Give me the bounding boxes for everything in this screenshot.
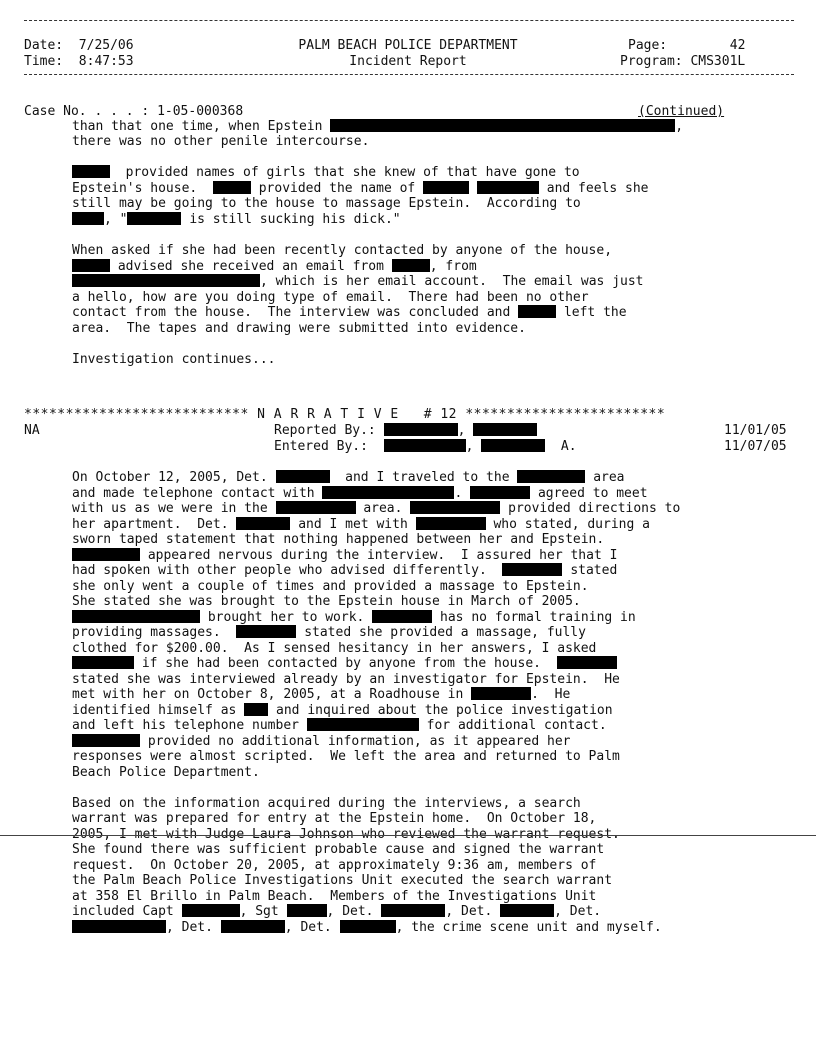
text-span: , Det.	[284, 920, 332, 935]
redaction-block	[72, 548, 140, 561]
redaction-block	[416, 517, 486, 530]
redaction-block	[384, 439, 466, 452]
redaction-block	[481, 439, 545, 452]
text-line	[72, 470, 625, 486]
text-span: , from	[429, 259, 477, 274]
date-value: 7/25/06	[78, 38, 134, 53]
reported-by-label: Reported By.:	[274, 423, 376, 438]
report-type: Incident Report	[349, 54, 467, 69]
stars-right: ************************	[465, 407, 666, 422]
text-line: When asked if she had been recently contacted by anyone of the house,	[72, 243, 613, 258]
text-line: She stated she was brought to the Epstein house in March of 2005.	[72, 594, 581, 609]
text-span: , Det.	[326, 904, 374, 919]
text-line: at 358 El Brillo in Palm Beach. Members of the Investigations Unit	[72, 889, 597, 904]
program-line	[620, 54, 745, 70]
text-span: , Det.	[554, 904, 602, 919]
text-line	[72, 165, 580, 181]
text-line: Based on the information acquired during the interviews, a search	[72, 796, 581, 811]
redaction-block	[236, 517, 290, 530]
text-line	[72, 259, 477, 275]
text-span: , Det.	[166, 920, 213, 935]
redaction-block	[182, 904, 240, 917]
text-span: provided directions to	[508, 501, 681, 516]
text-line: she only went a couple of times and provided a massage to Epstein.	[72, 579, 589, 594]
text-line	[72, 718, 607, 734]
text-span: is still sucking his dick."	[189, 212, 401, 227]
redaction-block	[330, 119, 675, 132]
redaction-block	[287, 904, 327, 917]
text-line	[72, 212, 401, 228]
redaction-block	[381, 904, 445, 917]
date-line	[24, 38, 134, 54]
text-span: provided names of girls that she knew of that have gone to	[125, 165, 580, 180]
redaction-block	[307, 718, 419, 731]
redaction-block	[502, 563, 562, 576]
text-span: who stated, during a	[493, 517, 650, 532]
text-span: stated she provided a massage, fully	[304, 625, 586, 640]
text-line	[72, 904, 601, 920]
text-line: and made telephone contact with . agreed to meet	[72, 486, 648, 501]
redaction-block	[518, 305, 556, 318]
entered-by-label: Entered By.:	[274, 439, 368, 454]
redaction-block	[276, 470, 330, 483]
redaction-block	[477, 181, 539, 194]
text-line	[72, 517, 650, 533]
redaction-block	[72, 212, 104, 225]
redaction-block	[423, 181, 469, 194]
text-span: met with her on October 8, 2005, at a Roadhouse in	[72, 687, 464, 702]
header-bottom-rule	[24, 74, 794, 75]
narrative-code: NA	[24, 423, 40, 438]
narrative-banner	[24, 407, 665, 423]
redaction-block	[72, 610, 200, 623]
time-line	[24, 54, 134, 70]
text-span: her apartment. Det.	[72, 517, 229, 532]
text-line	[72, 610, 636, 626]
text-span: for additional contact.	[426, 718, 607, 733]
page-label: Page:	[628, 38, 668, 53]
text-span: and inquired about the police investigation	[276, 703, 613, 718]
text-span: , Det.	[445, 904, 493, 919]
text-line: sworn taped statement that nothing happened between her and Epstein.	[72, 532, 605, 547]
header-top-rule	[24, 20, 794, 21]
strike-line	[0, 835, 816, 836]
redaction-block	[470, 486, 530, 499]
text-line: area. The tapes and drawing were submitted into evidence.	[72, 321, 526, 336]
program-value: CMS301L	[690, 54, 746, 69]
text-span: provided the name of	[258, 181, 416, 196]
text-span: has no formal training in	[440, 610, 636, 625]
text-line: a hello, how are you doing type of email. There had been no other	[72, 290, 589, 305]
redaction-block	[72, 259, 110, 272]
date-label: Date:	[24, 38, 64, 53]
text-span: left the	[563, 305, 627, 320]
case-number: 1-05-000368	[157, 104, 244, 119]
text-span: area.	[363, 501, 403, 516]
redaction-block	[322, 486, 454, 499]
page-number: 42	[729, 38, 746, 53]
redaction-block	[500, 904, 554, 917]
text-span: and I met with	[298, 517, 408, 532]
entered-by-line: Entered By.: , A.	[274, 439, 577, 454]
redaction-block	[72, 274, 260, 287]
text-line: Investigation continues...	[72, 352, 276, 367]
text-line	[72, 274, 644, 290]
redaction-block	[471, 687, 531, 700]
text-line: the Palm Beach Police Investigations Unit executed the search warrant	[72, 873, 613, 888]
text-span: . He	[531, 687, 571, 702]
text-line	[72, 305, 627, 321]
text-line: request. On October 20, 2005, at approximately 9:36 am, members of	[72, 858, 597, 873]
text-line: there was no other penile intercourse.	[72, 134, 370, 149]
text-line	[72, 625, 586, 641]
text-line: still may be going to the house to massage Epstein. According to	[72, 196, 581, 211]
text-line	[72, 119, 683, 135]
redaction-block	[213, 181, 251, 194]
text-line: clothed for $200.00. As I sensed hesitancy in her answers, I asked	[72, 641, 597, 656]
text-line	[72, 703, 613, 719]
text-span: , which is her email account. The email was just	[260, 274, 644, 289]
text-line	[72, 548, 617, 564]
text-span: with us as we were in the	[72, 501, 268, 516]
redaction-block	[236, 625, 296, 638]
text-line: stated she was interviewed already by an investigator for Epstein. He	[72, 672, 620, 687]
redaction-block	[221, 920, 285, 933]
text-span: contact from the house. The interview was concluded and	[72, 305, 511, 320]
text-line	[72, 501, 680, 517]
text-line: She found there was sufficient probable cause and signed the warrant	[72, 842, 605, 857]
text-span: and feels she	[546, 181, 649, 196]
text-span: if she had been contacted by anyone from the house.	[141, 656, 541, 671]
redaction-block	[372, 610, 432, 623]
redaction-block	[127, 212, 181, 225]
redaction-block	[276, 501, 356, 514]
text-span: providing massages.	[72, 625, 221, 640]
text-line: warrant was prepared for entry at the Epstein home. On October 18,	[72, 811, 597, 826]
reported-date: 11/01/05	[724, 423, 787, 438]
text-span: , Sgt	[239, 904, 279, 919]
text-line	[72, 687, 570, 703]
text-span: than that one time, when Epstein	[72, 119, 323, 134]
reported-by-line: Reported By.: ,	[274, 423, 537, 439]
narrative-title: N A R R A T I V E # 12	[257, 407, 457, 422]
page-line	[628, 38, 745, 54]
text-span: , "	[104, 212, 128, 227]
redaction-block	[340, 920, 396, 933]
department-name: PALM BEACH POLICE DEPARTMENT	[298, 38, 518, 53]
text-span: area	[593, 470, 625, 485]
continued-label: (Continued)	[638, 104, 725, 119]
text-line	[72, 920, 662, 936]
text-span: provided no additional information, as it appeared her	[147, 734, 571, 749]
text-span: stated	[570, 563, 618, 578]
case-label: Case No. . . . :	[24, 104, 150, 119]
entered-date: 11/07/05	[724, 439, 787, 454]
text-line	[72, 181, 649, 197]
text-span: and made telephone contact with	[72, 486, 315, 501]
text-span: ,	[675, 119, 684, 134]
text-span: brought her to work.	[207, 610, 365, 625]
text-span: and left his telephone number	[72, 718, 299, 733]
redaction-block	[473, 423, 537, 436]
text-line: responses were almost scripted. We left the area and returned to Palm	[72, 749, 620, 764]
text-span: On October 12, 2005, Det.	[72, 470, 268, 485]
redaction-block	[557, 656, 617, 669]
text-line: 2005, I met with Judge Laura Johnson who reviewed the warrant request.	[72, 827, 620, 842]
time-value: 8:47:53	[78, 54, 134, 69]
program-label: Program:	[620, 54, 683, 69]
entered-suffix: A.	[560, 439, 577, 454]
text-span: and I traveled to the	[345, 470, 510, 485]
text-line: Beach Police Department.	[72, 765, 260, 780]
text-span: had spoken with other people who advised differently.	[72, 563, 487, 578]
text-line	[72, 563, 617, 579]
text-line	[72, 656, 617, 672]
text-span: appeared nervous during the interview. I assured her that I	[147, 548, 618, 563]
time-label: Time:	[24, 54, 64, 69]
redaction-block	[384, 423, 458, 436]
text-span: agreed to meet	[537, 486, 648, 501]
text-span: Epstein's house.	[72, 181, 198, 196]
redaction-block	[392, 259, 430, 272]
redaction-block	[72, 656, 134, 669]
text-line	[72, 734, 570, 750]
redaction-block	[72, 920, 166, 933]
stars-left: ***************************	[24, 407, 249, 422]
text-span: included Capt	[72, 904, 174, 919]
redaction-block	[72, 734, 140, 747]
redaction-block	[517, 470, 585, 483]
text-span: identified himself as	[72, 703, 237, 718]
text-span: advised she received an email from	[117, 259, 384, 274]
redaction-block	[72, 165, 110, 178]
redaction-block	[410, 501, 500, 514]
case-line	[24, 104, 243, 120]
text-span: , the crime scene unit and myself.	[395, 920, 662, 935]
redaction-block	[244, 703, 268, 716]
